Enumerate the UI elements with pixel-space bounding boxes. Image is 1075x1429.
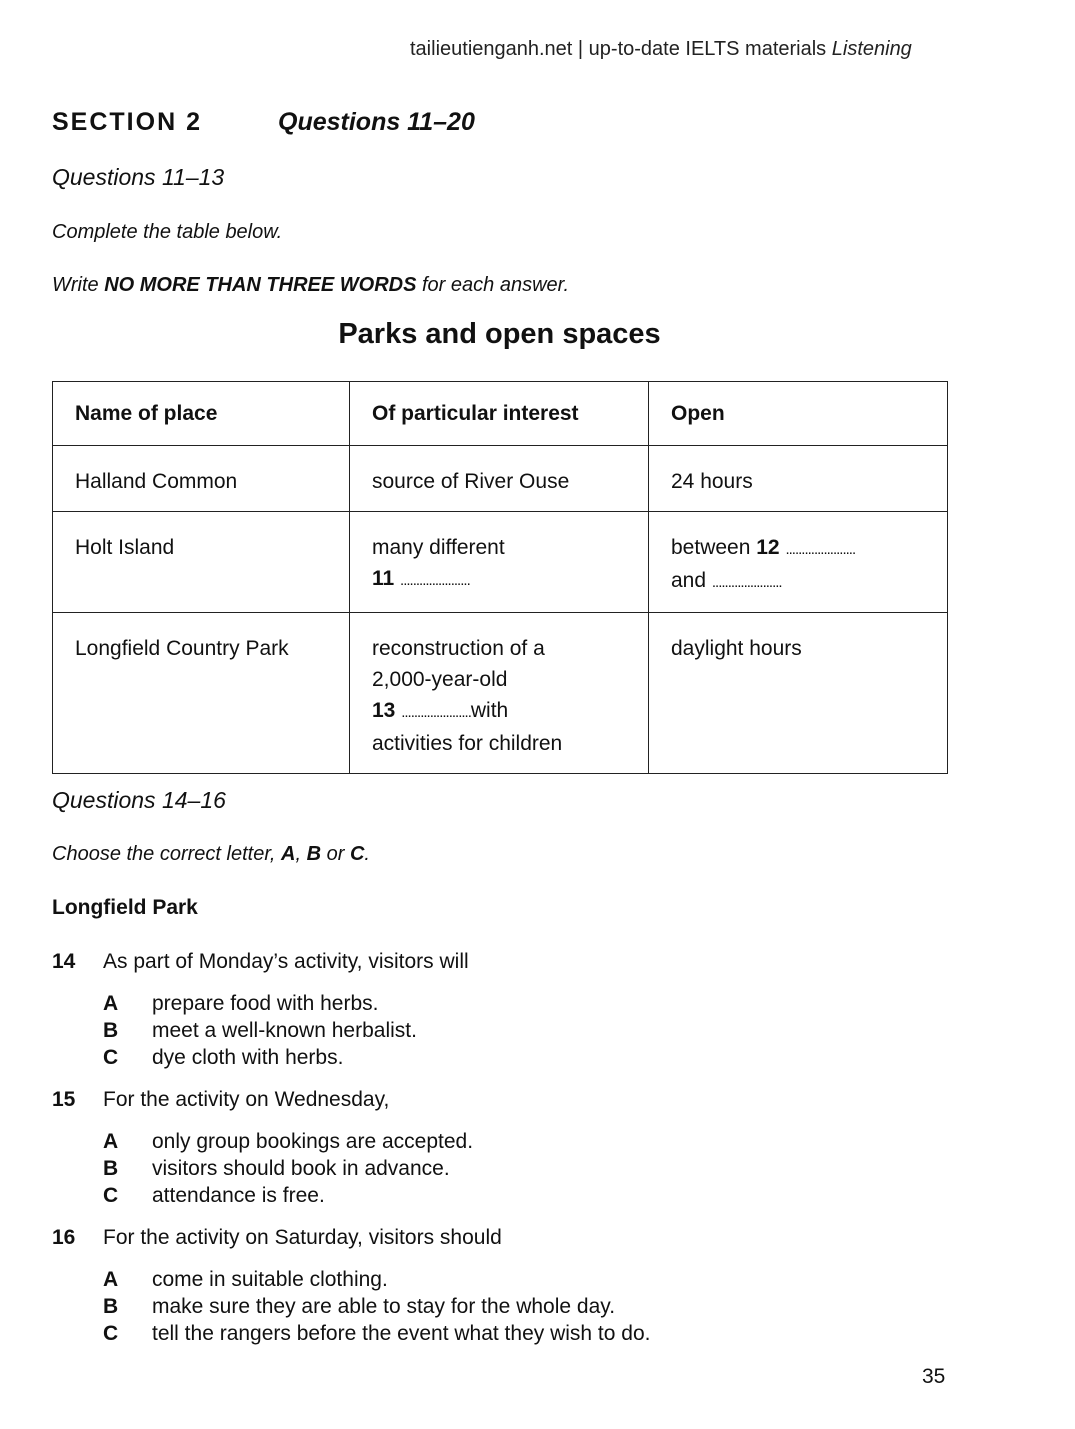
option-letter: A — [103, 1268, 119, 1291]
table-row — [53, 613, 948, 774]
option-letter: C — [103, 1184, 119, 1207]
cell-interest: source of River Ouse — [350, 446, 649, 512]
header-open: Open — [649, 382, 948, 446]
table-row — [53, 512, 948, 613]
option-text: tell the rangers before the event what they wish to do. — [152, 1322, 651, 1345]
question-number-12: 12 — [756, 536, 780, 559]
cell-open: 24 hours — [649, 446, 948, 512]
cell-name: Holt Island — [53, 512, 350, 613]
option-text: attendance is free. — [152, 1184, 325, 1207]
question-text: For the activity on Saturday, visitors should — [103, 1226, 502, 1249]
question-range-11-13: Questions 11–13 — [52, 164, 225, 190]
question-number: 16 — [52, 1226, 76, 1249]
option-letter: B — [103, 1157, 119, 1180]
subheading-longfield-park: Longfield Park — [52, 896, 198, 919]
option-letter: B — [103, 1295, 119, 1318]
cell-interest: many different 11 ...................... — [350, 512, 649, 613]
word-limit-emphasis: NO MORE THAN THREE WORDS — [104, 274, 417, 296]
question-text: For the activity on Wednesday, — [103, 1088, 390, 1111]
instruction-word-limit: Write NO MORE THAN THREE WORDS for each answer. — [52, 274, 570, 296]
page-header — [410, 38, 912, 61]
table-title: Parks and open spaces — [338, 318, 661, 350]
answer-blank-12a[interactable]: ...................... — [785, 541, 856, 558]
option-text: make sure they are able to stay for the whole day. — [152, 1295, 616, 1318]
question-number: 15 — [52, 1088, 76, 1111]
instruction-complete-table: Complete the table below. — [52, 221, 283, 243]
page-number: 35 — [922, 1365, 946, 1388]
parks-table — [52, 381, 948, 774]
question-range-14-16: Questions 14–16 — [52, 787, 226, 813]
option-letter: B — [103, 1019, 119, 1042]
header-subtitle: up-to-date IELTS materials — [588, 38, 827, 60]
answer-blank-13[interactable]: ...................... — [401, 704, 471, 721]
section-questions: Questions 11–20 — [278, 108, 475, 136]
cell-interest: reconstruction of a 2,000-year-old 13 ......................with activities for children — [350, 613, 649, 774]
question-number: 14 — [52, 950, 76, 973]
option-text: visitors should book in advance. — [152, 1157, 450, 1180]
header-section-label: Listening — [831, 38, 912, 60]
option-text: dye cloth with herbs. — [152, 1046, 344, 1069]
header-interest: Of particular interest — [350, 382, 649, 446]
header-name-of-place: Name of place — [53, 382, 350, 446]
answer-blank-12b[interactable]: ...................... — [711, 574, 782, 591]
option-letter: C — [103, 1322, 119, 1345]
cell-name: Halland Common — [53, 446, 350, 512]
option-letter: C — [103, 1046, 119, 1069]
option-text: come in suitable clothing. — [152, 1268, 388, 1291]
option-text: only group bookings are accepted. — [152, 1130, 474, 1153]
cell-name: Longfield Country Park — [53, 613, 350, 774]
cell-open: between 12 ...................... and ...................... — [649, 512, 948, 613]
table-row — [53, 446, 948, 512]
option-letter: A — [103, 1130, 119, 1153]
option-text: prepare food with herbs. — [152, 992, 379, 1015]
header-site: tailieutienganh.net | — [410, 38, 584, 60]
section-label: SECTION 2 — [52, 108, 202, 136]
question-text: As part of Monday’s activity, visitors will — [103, 950, 469, 973]
cell-open: daylight hours — [649, 613, 948, 774]
table-header-row — [53, 382, 948, 446]
option-letter: A — [103, 992, 119, 1015]
question-number-13: 13 — [372, 699, 396, 722]
instruction-choose-letter: Choose the correct letter, A, B or C. — [52, 843, 370, 865]
answer-blank-11[interactable]: ...................... — [400, 572, 470, 589]
option-text: meet a well-known herbalist. — [152, 1019, 417, 1042]
question-number-11: 11 — [372, 567, 395, 590]
